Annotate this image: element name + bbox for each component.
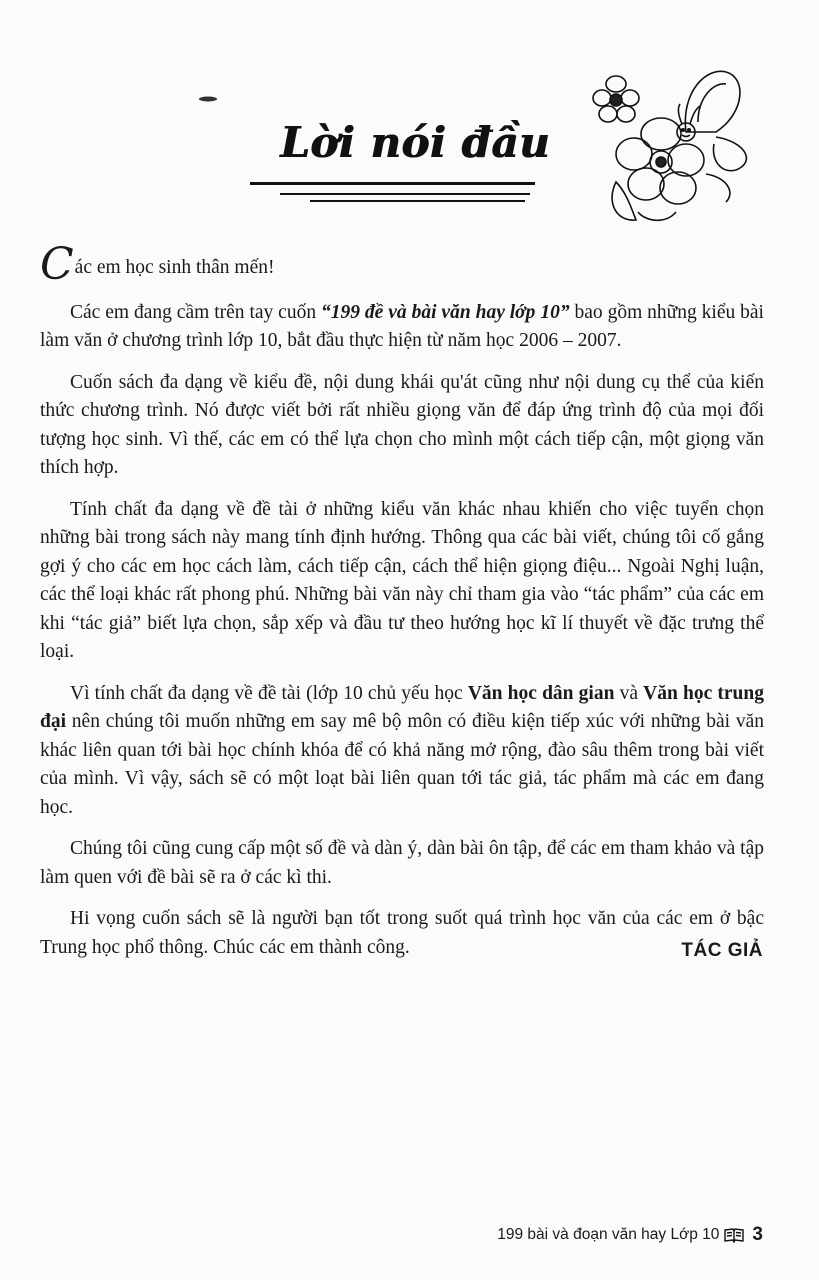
paragraph-2 [40,369,764,483]
p1-text-a: Các em đang cầm trên tay cuốn [70,301,322,323]
paragraph-6 [40,905,764,962]
greeting-text: ác em học sinh thân mến! [74,257,275,278]
p4-text-c: nên chúng tôi muốn những em say mê bộ môn có điều kiện tiếp xúc với những bài văn khác liên quan tới bài học chính khóa để có khả năng mở rộng, đào sâu thêm trong bài viết của mình. Vì vậy, sách sẽ có một loạt bài liên quan tới tác giả, tác phẩm mà các em đang học. [40,711,764,818]
p1-text-b: bao gồm những kiểu bài làm văn ở chương trình lớp 10, bắt đầu thực hiện từ năm học 2006 – 2007. [40,301,764,351]
author-signature: TÁC GIẢ [681,940,763,961]
p6-text: Hi vọng cuốn sách sẽ là người bạn tốt trong suốt quá trình học văn của các em ở bậc Trung học phổ thông. Chúc các em thành công. [40,908,764,958]
paragraph-3 [40,496,764,667]
page-title: Lời nói đầu [280,118,550,167]
ink-speck [198,95,218,103]
big-flower-icon [612,118,730,220]
footer-book-title: 199 bài và đoạn văn hay Lớp 10 [497,1226,720,1243]
butterfly-icon [677,71,746,170]
book-icon [723,1227,745,1243]
genre-folk-literature: Văn học dân gian [467,682,615,704]
p3-text: Tính chất đa dạng về đề tài ở những kiểu văn khác nhau khiến cho việc tuyển chọn những bài trong sách này mang tính định hướng. Thông qua các bài viết, chúng tôi cố gắng gợi ý cho các em học cách làm, cách tiếp cận, cách thể hiện giọng điệu... Ngoài Nghị luận, các thể loại khác rất phong phú. Những bài văn này chỉ tham gia vào “tác phẩm” của các em khi “tác giả” biết lựa chọn, sắp xếp và đầu tư theo hướng học kĩ lí thuyết về đặc trưng thể loại. [40,498,764,662]
paragraph-1 [40,299,764,356]
title-underline [250,180,535,204]
genre-medieval-literature: Văn học trung đại [40,682,764,732]
flower-butterfly-illustration [586,62,766,227]
small-flower-icon [593,76,639,122]
greeting-paragraph [40,239,764,290]
page-footer [497,1224,763,1246]
paragraph-5 [40,835,764,892]
p4-text-b: và [614,682,644,704]
paragraph-4 [40,680,764,823]
p5-text: Chúng tôi cũng cung cấp một số đề và dàn ý, dàn bài ôn tập, để các em tham khảo và tập làm quen với đề bài sẽ ra ở các kì thi. [40,838,764,888]
page-number: 3 [752,1224,763,1245]
p4-text-a: Vì tính chất đa dạng về đề tài (lớp 10 chủ yếu học [70,682,468,704]
dropcap-letter: C [40,239,74,290]
preface-body [40,239,764,975]
book-title-emphasis: “199 đề và bài văn hay lớp 10” [321,301,570,323]
p2-text: Cuốn sách đa dạng về kiểu đề, nội dung khái qu'át cũng như nội dung cụ thể của kiến thức chương trình. Nó được viết bởi rất nhiều giọng văn để đáp ứng trình độ của mọi đối tượng học sinh. Vì thế, các em có thể lựa chọn cho mình một cách tiếp cận, một giọng văn thích hợp. [40,371,764,478]
